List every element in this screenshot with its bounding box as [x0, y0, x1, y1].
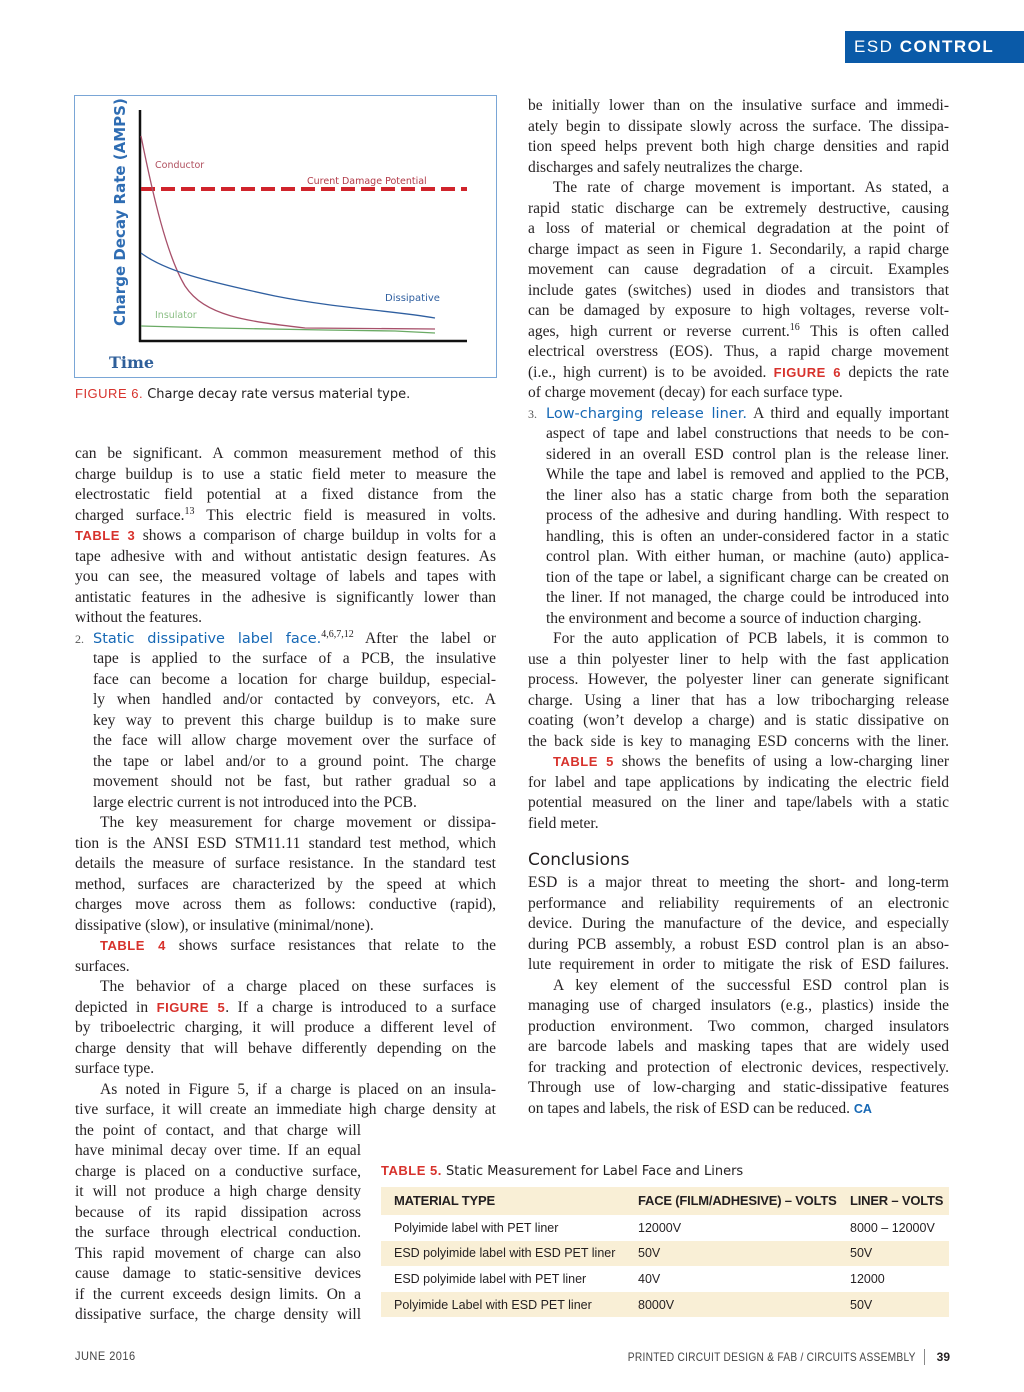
- body-line: The key measurement for charge movement or dissipa-: [100, 814, 496, 831]
- body-line: charge buildup is to use a static field meter to measure the: [75, 465, 496, 483]
- page-number: 39: [936, 1350, 950, 1364]
- table-5-ref[interactable]: TABLE 5: [553, 754, 614, 769]
- figure-6-label: FIGURE 6.: [75, 386, 144, 401]
- section-header-bold: CONTROL: [899, 37, 995, 56]
- charge-decay-chart-svg: [75, 96, 498, 379]
- table-3-ref[interactable]: TABLE 3: [75, 528, 136, 543]
- figure-5-ref[interactable]: FIGURE 5: [156, 999, 226, 1015]
- footnote-ref: 13: [184, 505, 195, 517]
- body-line: charges move across them as follows: conductive (rapid),: [75, 896, 496, 913]
- table-row: ESD polyimide label with ESD PET liner 50V 50V: [381, 1241, 949, 1267]
- footnote-ref: 16: [789, 321, 800, 333]
- insulator-label: Insulator: [155, 310, 197, 321]
- damage-potential-label: Curent Damage Potential: [307, 176, 427, 187]
- body-line: antistatic features in the adhesive is significantly lower than: [75, 588, 496, 606]
- body-line: dissipative (slow), or insulative (minimal/none).: [75, 916, 374, 934]
- body-line: The behavior of a charge placed on these surfaces is: [100, 978, 496, 995]
- publication-name: PRINTED CIRCUIT DESIGN & FAB / CIRCUITS ASSEMBLY: [627, 1350, 916, 1364]
- table-5-caption: TABLE 5. Static Measurement for Label Face and Liners: [381, 1163, 744, 1179]
- conductor-label: Conductor: [155, 160, 205, 171]
- body-line: by triboelectric charging, it will produce a different level of: [75, 1019, 496, 1036]
- footer-divider: [924, 1349, 925, 1365]
- col-header-material: MATERIAL TYPE: [381, 1187, 625, 1215]
- chart-x-label: Time: [109, 353, 155, 372]
- footer-publication: [577, 1349, 950, 1365]
- body-line: charged surface.$^{13}$ This electric field is measured in volts.: [75, 505, 497, 524]
- list-number: 3.: [528, 406, 537, 421]
- figure-6-chart: [74, 95, 497, 378]
- list-item-3-title: Low-charging release liner.: [546, 405, 747, 422]
- list-item-2-title: Static dissipative label face.: [93, 630, 322, 647]
- body-line: method, surfaces are characterized by the speed at which: [75, 875, 496, 893]
- chart-y-label: Charge Decay Rate (AMPS): [111, 98, 129, 326]
- list-number: 2.: [75, 631, 84, 646]
- body-line: tion is the ANSI ESD STM11.11 standard test method, which: [75, 834, 496, 852]
- body-line: surface type.: [75, 1060, 155, 1077]
- body-line: details the measure of surface resistance. In the standard test: [75, 855, 496, 872]
- col-header-face-volts: FACE (FILM/ADHESIVE) – VOLTS: [625, 1187, 837, 1215]
- body-line: surfaces.: [75, 957, 130, 975]
- body-line: TABLE 3 shows a comparison of charge buildup in volts for a: [75, 527, 496, 544]
- insulator-line: [141, 326, 435, 333]
- table-header-row: [381, 1187, 949, 1215]
- end-mark: CA: [853, 1101, 872, 1116]
- conclusions-heading: Conclusions: [528, 850, 630, 870]
- table-row: Polyimide Label with ESD PET liner 8000V 50V: [381, 1292, 949, 1318]
- table-5-label: TABLE 5.: [381, 1163, 442, 1178]
- table-row: ESD polyimide label with PET liner 40V 12000: [381, 1266, 949, 1292]
- list-item-3: 3. Low-charging release liner. A third and equally important aspect of tape and label constructions that needs to be con- sidered in an overall ESD control plan is the release liner. While the tape and label is removed and applied to the PCB, the liner also has a static charge from both the separation process of the adhesive and during handling. With respect to handling, this is often an under-considered factor in a static control plan. With either human, or machine (auto) applica- tion of the tape or label, a significant charge can be created on the liner. If not managed, the charge could be introduced into the environment and become a source of induction charging.: [528, 404, 949, 627]
- body-line: without the features.: [75, 609, 202, 626]
- dissipative-label: Dissipative: [385, 293, 440, 304]
- figure-6-caption: FIGURE 6. Charge decay rate versus material type.: [75, 386, 411, 402]
- body-line: can be significant. A common measurement method of this: [75, 445, 496, 462]
- body-line: tive surface, it will create an immediate high charge density at: [75, 1101, 496, 1118]
- body-line: charge density that will behave differently depending on the: [75, 1039, 496, 1057]
- body-line: you can see, the measured voltage of labels and tapes with: [75, 568, 496, 585]
- col-header-liner-volts: LINER – VOLTS: [837, 1187, 949, 1215]
- table-row: Polyimide label with PET liner 12000V 8000 – 12000V: [381, 1215, 949, 1241]
- conclusions-body: ESD is a major threat to meeting the short- and long-term performance and reliability requirements of an electronic device. During the manufacture of the device, and especially during PCB assembly, a robust ESD control plan is an abso- lute requirement in order to mitigate the risk of ESD failures. A key element of the successful ESD control plan is managing use of charged insulators (e.g., plastics) inside the production environment. Two common, charged insulators are barcode labels and masking tapes that are widely used for tracking and protection of electronic devices, respectively. Through use of low-charging and static-dissipative features on tapes and labels, the risk of ESD can be reduced. CA: [528, 874, 949, 1117]
- right-column: be initially lower than on the insulative surface and immedi- ately begin to dissipate slowly across the surface. The dissipa- tion speed helps prevent both high charge densities and rapid discharges and safely neutralizes the charge. The rate of charge movement is important. As stated, a rapid static discharge can be extremely destructive, causing a loss of material or chemical degradation at the point of charge impact as seen in Figure 1. Secondarily, a rapid charge movement can cause degradation of a circuit. Examples include gates (switches) used in diodes and transistors that can be damaged by exposure to high voltages, reverse volt- ages, high current or reverse current.$^{16}$ This is often called electrical overstress (EOS). Thus, a rapid charge movement (i.e., high current) is to be avoided. FIGURE 6 depicts the rate of charge movement (decay) for each surface type. 3. Low-charging release liner. A third and equally important aspect of tape and label constructions that needs to be con- sidered in an overall ESD control plan is the release liner. While the tape and label is removed and applied to the PCB, the liner also has a static charge from both the separation process of the adhesive and during handling. With respect to handling, this is often an under-considered factor in a static control plan. With either human, or machine (auto) applica- tion of the tape or label, a significant charge can be created on the liner. If not managed, the charge could be introduced into the environment and become a source of induction charging. For the auto application of PCB labels, it is common to use a thin polyester liner to help with the fast application process. However, the polyester liner can generate significant charge. Using a liner that has a low tribocharging release coating (won’t develop a charge) and is static dissipative on the back side is key to managing ESD concerns with the liner. TABLE 5 shows the benefits of using a low-charging liner for label and tape applications by indicating the electric field potential measured on the liner and tape/labels with a static field meter.: [528, 97, 950, 832]
- body-line: As noted in Figure 5, if a charge is placed on an insula-: [100, 1080, 496, 1098]
- table-4-ref[interactable]: TABLE 4: [100, 938, 166, 953]
- section-header: [845, 31, 1024, 63]
- body-line: TABLE 4 shows surface resistances that relate to the: [100, 937, 496, 954]
- body-line: depicted in FIGURE 5. If a charge is introduced to a surface: [75, 998, 496, 1016]
- footer-date: JUNE 2016: [75, 1349, 136, 1363]
- figure-6-ref[interactable]: FIGURE 6: [773, 364, 842, 380]
- body-line: electrostatic field potential at a fixed distance from the: [75, 486, 496, 503]
- footnote-ref: 4,6,7,12: [321, 628, 354, 640]
- list-item-2: 2. Static dissipative label face.$^{4,6,7,12}$ After the label or tape is applied to the surface of a PCB, the insulative face can become a location for charge buildup, especial- ly when handled and/or contacted by conveyors, etc. A key way to prevent this charge buildup is to make sure the face will allow charge movement over the surface of the tape or label and/or to a ground point. The charge movement should not be fast, but rather gradual so a large electric current is not introduced into the PCB.: [75, 628, 496, 811]
- table-5: [381, 1187, 949, 1317]
- section-header-light: ESD: [854, 37, 894, 56]
- wrap-around-table-text: the point of contact, and that charge will have minimal decay over time. If an equal charge is placed on a conductive surface, it will not produce a high charge density because of its rapid dissipation across the surface through electrical conduction. This rapid movement of charge can also cause damage to static-sensitive devices if the current exceeds design limits. On a dissipative surface, the charge density will: [75, 1121, 361, 1323]
- body-line: tape adhesive with and without antistatic design features. As: [75, 547, 496, 565]
